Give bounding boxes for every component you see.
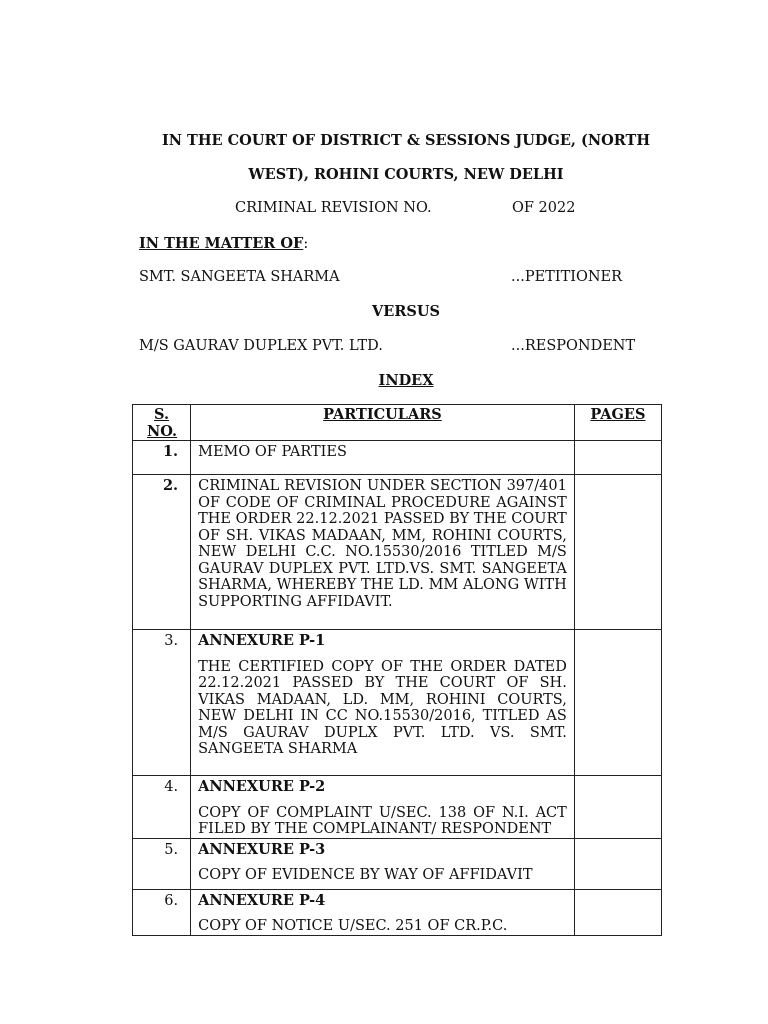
- row-particulars: [191, 441, 575, 475]
- row-text: MEMO OF PARTIES: [198, 444, 347, 460]
- table-row: [133, 776, 662, 839]
- row-pages: [574, 776, 661, 839]
- header-sno: S. NO.: [133, 405, 191, 441]
- row-pages: [574, 630, 661, 776]
- petitioner-name: SMT. SANGEETA SHARMA: [139, 269, 340, 285]
- row-pages: [574, 475, 661, 630]
- table-row: [133, 630, 662, 776]
- matter-heading: [139, 235, 308, 252]
- versus-label: VERSUS: [372, 303, 440, 320]
- revision-label: CRIMINAL REVISION NO.: [235, 200, 432, 216]
- annexure-label: ANNEXURE P-3: [198, 840, 326, 858]
- table-row: [133, 475, 662, 630]
- table-row: [133, 889, 662, 935]
- row-particulars: [191, 475, 575, 630]
- respondent-role: ...RESPONDENT: [511, 338, 636, 354]
- row-pages: [574, 441, 661, 475]
- row-sno: 4.: [133, 776, 191, 839]
- row-sno: 1.: [133, 441, 191, 475]
- petitioner-role: ...PETITIONER: [511, 269, 623, 285]
- row-sno: 3.: [133, 630, 191, 776]
- matter-colon: :: [303, 236, 309, 252]
- row-pages: [574, 838, 661, 889]
- row-text: CRIMINAL REVISION UNDER SECTION 397/401 OF CODE OF CRIMINAL PROCEDURE AGAINST THE ORDER 22.12.2021 PASSED BY THE COURT OF SH. VIKAS MADAAN, MM, ROHINI COURTS, NEW DELHI C.C. NO.15530/2016 TITLED M/S GAURAV DUPLEX PVT. LTD.VS. SMT. SANGEETA SHARMA, WHEREBY THE LD. MM ALONG WITH SUPPORTING AFFIDAVIT.: [198, 478, 567, 610]
- matter-label: IN THE MATTER OF: [139, 235, 304, 252]
- row-text: COPY OF NOTICE U/SEC. 251 OF CR.P.C.: [198, 918, 508, 934]
- revision-year: OF 2022: [512, 200, 576, 216]
- court-title-line-1: IN THE COURT OF DISTRICT & SESSIONS JUDGE, (NORTH: [161, 132, 651, 149]
- row-sno: 5.: [133, 838, 191, 889]
- respondent-name: M/S GAURAV DUPLEX PVT. LTD.: [139, 338, 383, 354]
- row-particulars: [191, 889, 575, 935]
- row-pages: [574, 889, 661, 935]
- court-title-line-2: WEST), ROHINI COURTS, NEW DELHI: [248, 166, 564, 183]
- table-header-row: [133, 405, 662, 441]
- annexure-label: ANNEXURE P-2: [198, 778, 326, 795]
- row-particulars: [191, 776, 575, 839]
- row-text: THE CERTIFIED COPY OF THE ORDER DATED 22.12.2021 PASSED BY THE COURT OF SH. VIKAS MADAAN, LD. MM, ROHINI COURTS, NEW DELHI IN CC NO.15530/2016, TITLED AS M/S GAURAV DUPLX PVT. LTD. VS. SMT. SANGEETA SHARMA: [198, 658, 567, 757]
- row-sno: 2.: [133, 475, 191, 630]
- row-particulars: [191, 838, 575, 889]
- annexure-label: ANNEXURE P-1: [198, 632, 326, 649]
- row-particulars: [191, 630, 575, 776]
- header-particulars: PARTICULARS: [191, 405, 575, 441]
- annexure-label: ANNEXURE P-4: [198, 891, 326, 909]
- table-row: [133, 838, 662, 889]
- row-sno: 6.: [133, 889, 191, 935]
- index-title: INDEX: [378, 372, 434, 389]
- table-row: [133, 441, 662, 475]
- row-text: COPY OF EVIDENCE BY WAY OF AFFIDAVIT: [198, 867, 533, 883]
- row-text: COPY OF COMPLAINT U/SEC. 138 OF N.I. ACT FILED BY THE COMPLAINANT/ RESPONDENT: [198, 804, 567, 837]
- index-table: [132, 404, 662, 936]
- header-pages: PAGES: [574, 405, 661, 441]
